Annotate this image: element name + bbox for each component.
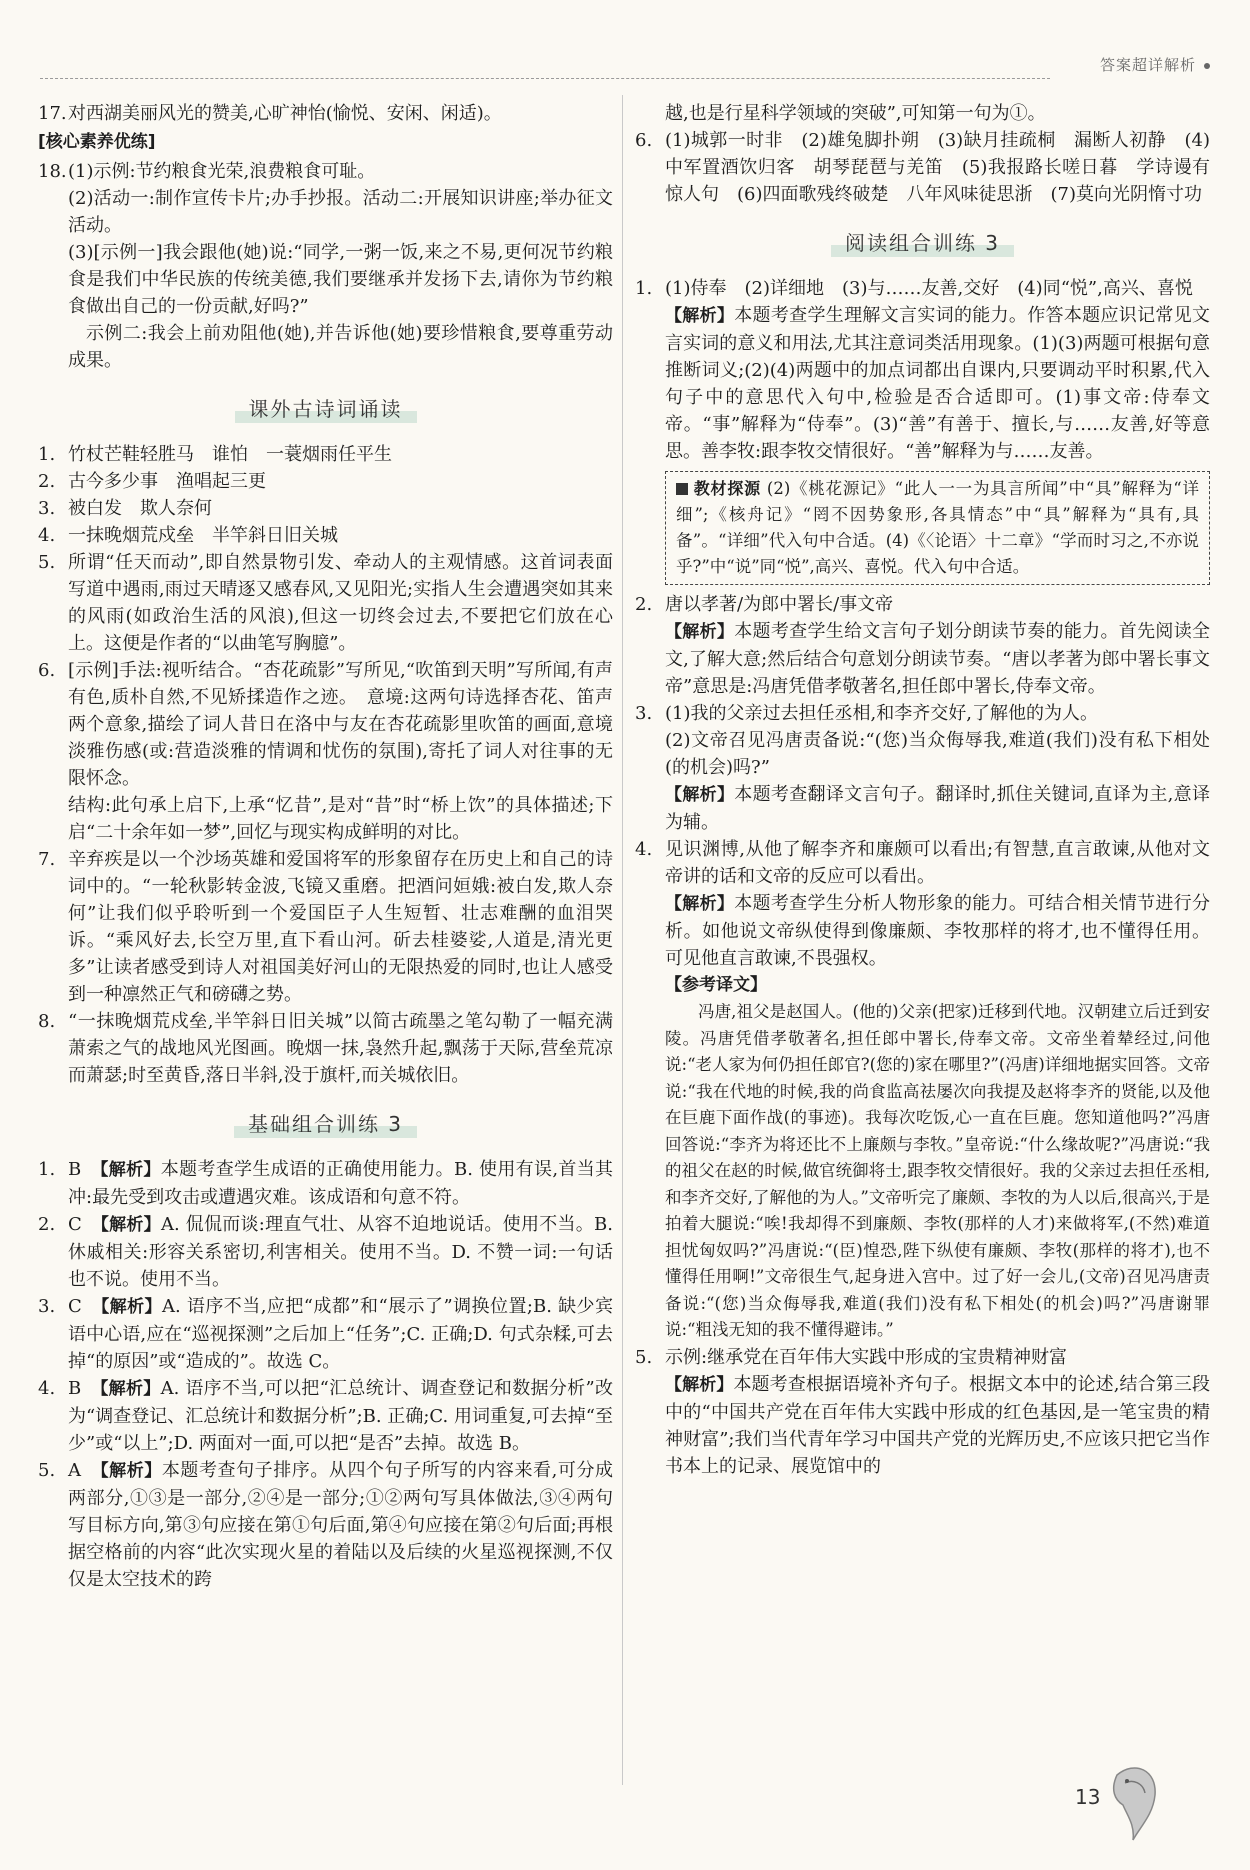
reading-question-4: 4. 见识渊博,从他了解李齐和廉颇可以看出;有智慧,直言敢谏,从他对文帝讲的话和文帝的反应可以看出。 【解析】本题考查学生分析人物形象的能力。可结合相关情节进行分析。如他说文帝纵使得到像廉颇、李牧那样的将才,也不懂得任用。可见他直言敢谏,不畏强权。 [635, 839, 1211, 969]
poem-answers [38, 441, 613, 1089]
poem-answer-item: 7. 辛弃疾是以一个沙场英雄和爱国将军的形象留存在历史上和自己的诗词中的。“一轮秋影转金波,飞镜又重磨。把酒问姮娥:被白发,欺人奈何”让我们似乎聆听到一个爱国臣子人生短暂、壮志难酬的血泪哭诉。“乘风好去,长空万里,直下看山河。斫去桂婆娑,人道是,清光更多”让读者感受到诗人对祖国美好河山的无限热爱的同时,也让人感受到一种凛然正气和磅礴之势。 [38, 849, 613, 1005]
poem-answer-item: 结构:此句承上启下,上承“忆昔”,是对“昔”时“桥上饮”的具体描述;下启“二十余年如一梦”,回忆与现实构成鲜明的对比。 [68, 795, 613, 843]
header-dot-icon [1204, 63, 1210, 69]
poem-answer-item: 4. 一抹晚烟荒戍垒 半竿斜日旧关城 [38, 525, 338, 546]
reading-question-2: 2. 唐以孝著/为郎中署长/事文帝 【解析】本题考查学生给文言句子划分朗读节奏的能力。首先阅读全文,了解大意;然后结合句意划分朗读节奏。“唐以孝著为郎中署长事文帝”意思是:冯唐凭借孝敬著名,担任郎中署长,侍奉文帝。 [635, 594, 1211, 697]
continuation-5: 越,也是行星科学领域的突破”,可知第一句为①。 [665, 103, 1046, 124]
reference-translation: 冯唐,祖父是赵国人。(他的)父亲(把家)迁移到代地。汉朝建立后迁到安陵。冯唐凭借孝敬著名,担任郎中署长,侍奉文帝。文帝坐着辇经过,问他说:“老人家为何仍担任郎官?(您的)家在哪里?”(冯唐)详细地据实回答。文帝说:“我在代地的时候,我的尚食监高祛屡次向我提及赵将李齐的贤能,以及他在巨鹿下面作战(的事迹)。我每次吃饭,心一直在巨鹿。您知道他吗?”冯唐回答说:“李齐为将还比不上廉颇与李牧。”皇帝说:“什么缘故呢?”冯唐说:“我的祖父在赵的时候,做官统御将士,跟李牧交情很好。我的父亲过去担任丞相,和李齐交好,了解他的为人。”文帝听完了廉颇、李牧的为人以后,很高兴,于是拍着大腿说:“唉!我却得不到廉颇、李牧(那样的人才)来做将军,(不然)难道担忧匈奴吗?”冯唐说:“(臣)惶恐,陛下纵使有廉颇、李牧(那样的将才),也不懂得任用啊!”文帝很生气,起身进入宫中。过了好一会儿,(文帝)召见冯唐责备说:“(您)当众侮辱我,难道(我们)没有私下相处(的机会)吗?”冯唐谢罪说:“粗浅无知的我不懂得避讳。” [665, 1002, 1210, 1339]
reading-question-5: 5. 示例:继承党在百年伟大实践中形成的宝贵精神财富 【解析】本题考查根据语境补齐句子。根据文本中的论述,结合第三段中的“中国共产党在百年伟大实践中形成的红色基因,是一笔宝贵的精神财富”;我们当代青年学习中国共产党的光辉历史,不应该只把它当作书本上的记录、展览馆中的 [635, 1346, 1210, 1477]
section-title-basic: 基础组合训练 3 [38, 1111, 613, 1138]
basic-answer-item: 4. B 【解析】A. 语序不当,可以把“汇总统计、调查登记和数据分析”改为“调查登记、汇总统计和数据分析”;B. 正确;C. 用词重复,可去掉“至少”或“以上”;D. 两面对一面,可以把“是否”去掉。故选 B。 [38, 1378, 613, 1454]
question-18: 18. (1)示例:节约粮食光荣,浪费粮食可耻。 (2)活动一:制作宣传卡片;办手抄报。活动二:开展知识讲座;举办征文活动。 (3)[示例一]我会跟他(她)说:“同学,一粥一饭,来之不易,更何况节约粮食是我们中华民族的传统美德,我们要继承并发扬下去,请你为节约粮食做出自己的一份贡献,好吗?” 示例二:我会上前劝阻他(她),并告诉他(她)要珍惜粮食,要尊重劳动成果。 [38, 161, 613, 371]
reading-question-3: 3. (1)我的父亲过去担任丞相,和李齐交好,了解他的为人。 (2)文帝召见冯唐责备说:“(您)当众侮辱我,难道(我们)没有私下相处(的机会)吗?” 【解析】本题考查翻译文言句子。翻译时,抓住关键词,直译为主,意译为辅。 [635, 703, 1211, 833]
basic-answer-item: 5. A 【解析】本题考查句子排序。从四个句子所写的内容来看,可分成两部分,①③是一部分,②④是一部分;①②两句写具体做法,③④两句写目标方向,第③句应接在第①句后面,第④句应接在第②句后面;再根据空格前的内容“此次实现火星的着陆以及后续的火星巡视探测,不仅仅是太空技术的跨 [38, 1460, 614, 1590]
poem-answer-item: 5. 所谓“任天而动”,即自然景物引发、牵动人的主观情感。这首词表面写道中遇雨,雨过天晴逐又感春风,又见阳光;实指人生会遭遇突如其来的风雨(如政治生活的风浪),但这一切终会过去,不要把它们放在心上。这便是作者的“以曲笔写胸臆”。 [38, 552, 613, 654]
basic-answer-item: 3. C 【解析】A. 语序不当,应把“成都”和“展示了”调换位置;B. 缺少宾语中心语,应在“巡视探测”之后加上“任务”;C. 正确;D. 句式杂糅,可去掉“的原因”或“造成的”。故选 C。 [38, 1296, 613, 1372]
textbook-source-box: 教材探源 (2)《桃花源记》“此人一一为具言所闻”中“具”解释为“详细”;《核舟记》“罔不因势象形,各具情态”中“具”解释为“具有,具备”。“详细”代入句中合适。(4)《〈论语〉十二章》“学而时习之,不亦说乎?”中“说”同“悦”,高兴、喜悦。代入句中合适。 [665, 471, 1210, 585]
page-number: 13 [1075, 1785, 1101, 1809]
header-title: 答案超详解析 [1100, 54, 1210, 75]
basic-answer-item: 1. B 【解析】本题考查学生成语的正确使用能力。B. 使用有误,首当其冲:最先受到攻击或遭遇灾难。该成语和句意不符。 [38, 1159, 614, 1208]
right-column [635, 100, 1210, 1480]
poem-answer-item: 3. 被白发 欺人奈何 [38, 498, 212, 519]
question-6: 6. (1)城郭一时非 (2)雄兔脚扑朔 (3)缺月挂疏桐 漏断人初静 (4)中军置酒饮归客 胡琴琵琶与羌笛 (5)我报路长嗟日暮 学诗谩有惊人句 (6)四面歌残终破楚 八年风味徒思浙 (7)莫向光阴惰寸功 [635, 130, 1210, 205]
poem-answer-item: 6. [示例]手法:视听结合。“杏花疏影”写所见,“吹笛到天明”写所闻,有声有色,质朴自然,不见矫揉造作之迹。 意境:这两句诗选择杏花、笛声两个意象,描绘了词人昔日在洛中与友在杏花疏影里吹笛的画面,意境淡雅伤感(或:营造淡雅的情调和忧伤的氛围),寄托了词人对往事的无限怀念。 [38, 660, 613, 789]
section-title-reading: 阅读组合训练 3 [635, 230, 1210, 257]
left-column [38, 100, 613, 1593]
page-header [0, 0, 1250, 90]
poem-answer-item: 8. “一抹晚烟荒戍垒,半竿斜日旧关城”以简古疏墨之笔勾勒了一幅充满萧索之气的战地风光图画。晚烟一抹,袅然升起,飘荡于天际,营垒荒凉而萧瑟;时至黄昏,落日半斜,没于旗杆,而关城依旧。 [38, 1011, 613, 1086]
core-section-title: [核心素养优练] [38, 132, 156, 152]
basic-answer-item: 2. C 【解析】A. 侃侃而谈:理直气壮、从容不迫地说话。使用不当。B. 休戚相关:形容关系密切,利害相关。使用不当。D. 不赞一词:一句话也不说。使用不当。 [38, 1214, 614, 1290]
poem-answer-item: 1. 竹杖芒鞋轻胜马 谁怕 一蓑烟雨任平生 [38, 444, 392, 465]
basic-answers [38, 1156, 613, 1593]
header-divider [40, 78, 1050, 79]
question-17: 17. 对西湖美丽风光的赞美,心旷神怡(愉悦、安闲、闲适)。 [38, 103, 502, 124]
dolphin-logo-icon [1105, 1755, 1165, 1845]
column-divider [622, 95, 623, 1785]
poem-answer-item: 2. 古今多少事 渔唱起三更 [38, 471, 266, 492]
reference-translation-label: 【参考译文】 [665, 975, 767, 995]
section-title-poetry: 课外古诗词诵读 [38, 396, 613, 423]
reading-question-1: 1. (1)侍奉 (2)详细地 (3)与……友善,交好 (4)同“悦”,高兴、喜悦 【解析】本题考查学生理解文言实词的能力。作答本题应识记常见文言实词的意义和用法,尤其注意词类活用现象。(1)(3)两题可根据句意推断词义;(2)(4)两题中的加点词都出自课内,只要调动平时积累,代入句子中的意思代入句中,检验是否合适即可。(1)事文帝:侍奉文帝。“事”解释为“侍奉”。(3)“善”有善于、擅长,与……友善,好等意思。善李牧:跟李牧交情很好。“善”解释为与……友善。 [635, 278, 1211, 462]
